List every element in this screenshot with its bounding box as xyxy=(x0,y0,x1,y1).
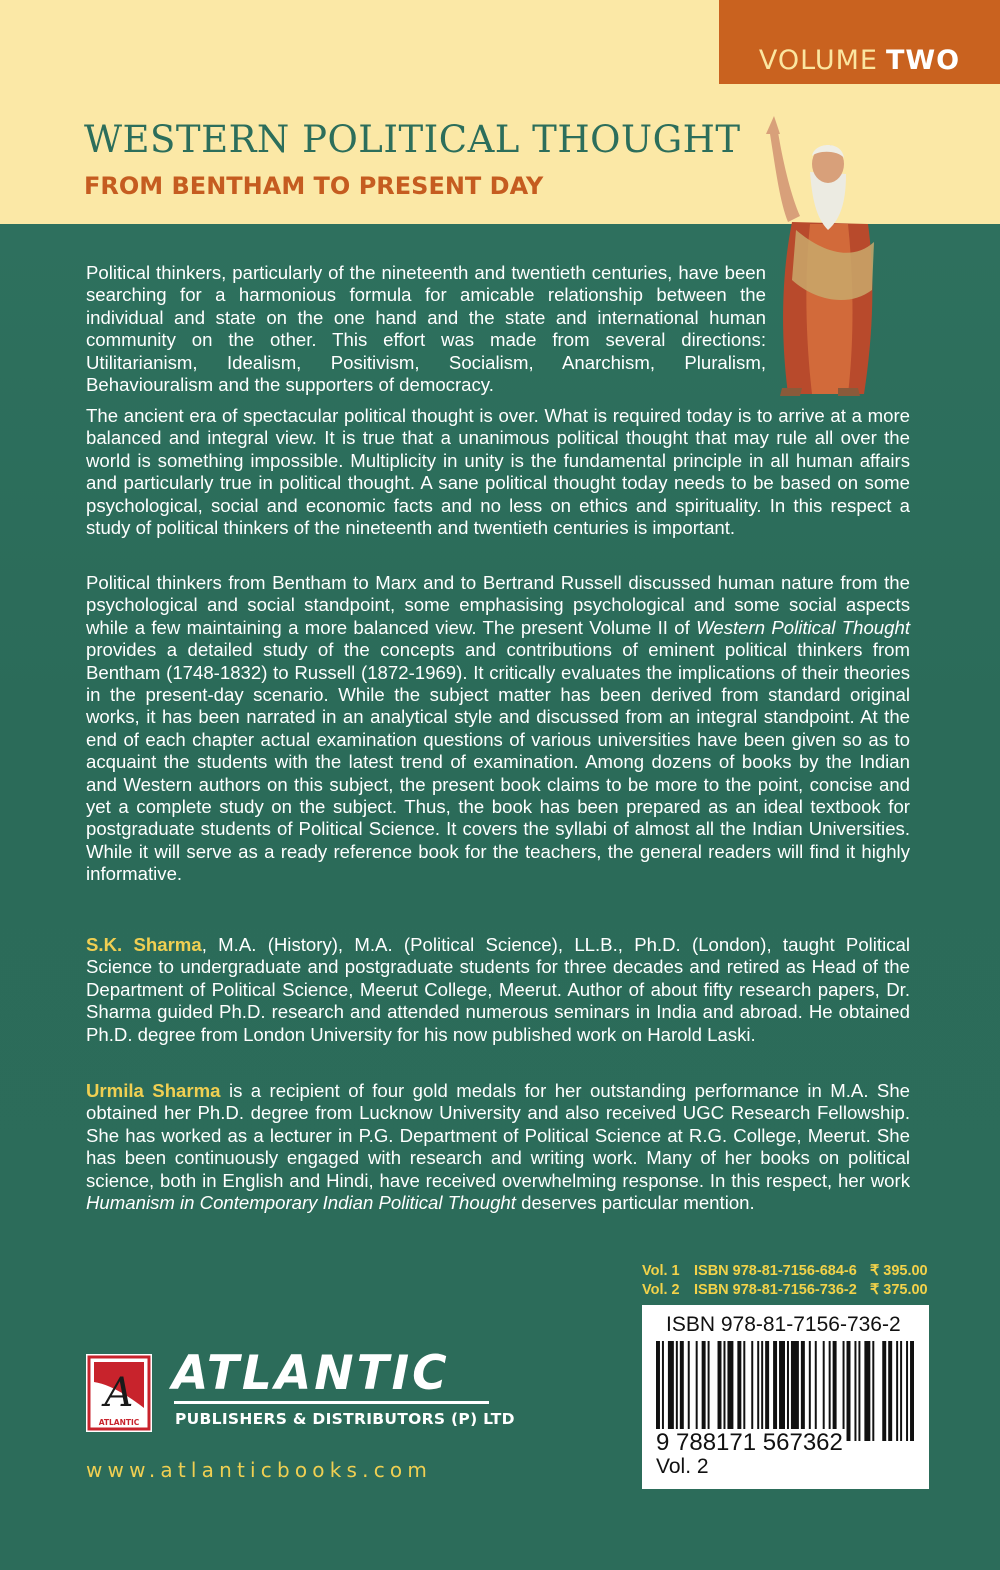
barcode-bar xyxy=(688,1341,690,1441)
barcode-bar xyxy=(823,1341,825,1441)
price-row xyxy=(642,1262,928,1281)
barcode-bar xyxy=(843,1341,845,1441)
barcode-bar xyxy=(787,1341,789,1441)
barcode-bar xyxy=(743,1341,745,1441)
barcode-bar xyxy=(858,1341,860,1441)
barcode-bar xyxy=(779,1341,785,1441)
publisher-website: www.atlanticbooks.com xyxy=(86,1458,433,1482)
price-amount: ₹ 395.00 xyxy=(870,1263,928,1279)
barcode-bar xyxy=(833,1341,837,1441)
description-paragraph-2: The ancient era of spectacular political thought is over. What is required today is to arrive at a more balanced and integral view. It is true that a unanimous political thought that may rule all over the world is something impossible. Multiplicity in unity is the fundamental principle in all human affairs and particularly true in political thought. A sane political thought today needs to be based on some psychological, social and economic facts and no less on ethics and spirituality. In this respect a study of political thinkers of the nineteenth and twentieth centuries is important. xyxy=(86,405,910,539)
logo-caption: ATLANTIC xyxy=(98,1418,140,1427)
author-bio-sk-sharma xyxy=(86,934,910,1046)
author-name-urmila-sharma: Urmila Sharma xyxy=(86,1080,221,1101)
price-row xyxy=(642,1281,928,1300)
author-name-sk-sharma: S.K. Sharma xyxy=(86,934,202,955)
barcode-digits: 9 788171 567362 xyxy=(656,1429,843,1456)
publisher-name: ATLANTIC xyxy=(172,1346,450,1401)
price-volume: Vol. 2 xyxy=(642,1282,680,1298)
barcode-bar xyxy=(809,1341,811,1441)
barcode-bar xyxy=(723,1341,725,1441)
barcode-bar xyxy=(702,1341,706,1441)
barcode-bar xyxy=(906,1341,908,1441)
barcode-bars xyxy=(656,1341,914,1441)
barcode-bar xyxy=(854,1341,856,1441)
barcode-bar xyxy=(864,1341,870,1441)
philosopher-figure-illustration xyxy=(752,112,912,397)
volume-label: VOLUME xyxy=(758,45,878,76)
author-bio-text: is a recipient of four gold medals for her outstanding performance in M.A. She obtained her Ph.D. degree from Lucknow University and also received UGC Research Fellowship. She has worked as a lecturer in P.G. Department of Political Science at R.G. College, Meerut. She has been continuously engaged with research and writing work. Many of her books on political science, both in English and Hindi, have received overwhelming response. In this respect, her work xyxy=(86,1080,911,1191)
barcode-bar xyxy=(662,1341,664,1441)
barcode-bar xyxy=(727,1341,733,1441)
barcode-bar xyxy=(888,1341,892,1441)
barcode-bar xyxy=(829,1341,831,1441)
barcode-bar xyxy=(900,1341,902,1441)
barcode-bar xyxy=(668,1341,674,1441)
isbn-barcode-label xyxy=(642,1305,929,1489)
description-paragraph-1: Political thinkers, particularly of the nineteenth and twentieth centuries, have been searching for a harmonious formula for amicable relationship between the individual and state on the one hand and the state and international human community on the other. This effort was made from several directions: Utilitarianism, Idealism, Positivism, Socialism, Anarchism, Pluralism, Behaviouralism and the supporters of democracy. xyxy=(86,262,766,396)
book-title-reference: Western Political Thought xyxy=(696,616,910,638)
atlantic-logo-icon xyxy=(86,1354,152,1432)
barcode-bar xyxy=(847,1341,851,1441)
publisher-divider xyxy=(174,1401,489,1404)
barcode-bar xyxy=(765,1341,769,1441)
barcode-bar xyxy=(882,1341,886,1441)
author-bio-urmila-sharma xyxy=(86,1080,910,1214)
barcode-bar xyxy=(718,1341,722,1441)
price-amount: ₹ 375.00 xyxy=(870,1282,928,1298)
barcode-bar xyxy=(872,1341,874,1441)
barcode-bar xyxy=(815,1341,817,1441)
barcode-bar xyxy=(773,1341,777,1441)
logo-letter: A xyxy=(104,1370,134,1416)
barcode-bar xyxy=(696,1341,698,1441)
book-title: WESTERN POLITICAL THOUGHT xyxy=(84,118,741,161)
paragraph-3-text-end: provides a detailed study of the concepts and contributions of eminent political thinkers from Bentham (1748-1832) to Russell (1872-1969). It critically evaluates the implications of their theories in the present-day scenario. While the subject matter has been derived from standard original works, it has been narrated in an analytical style and discussed from an integral standpoint. At the end of each chapter actual examination questions of various universities have been given so as to acquaint the students with the latest trend of examination. Among dozens of books by the Indian and Western authors on this subject, the present book claims to be more to the point, concise and yet a complete study on the subject. Thus, the book has been prepared as an ideal textbook for postgraduate students of Political Science. It covers the syllabi of almost all the Indian Universities. While it will serve as a ready reference book for the teachers, the general readers will find it highly informative. xyxy=(86,639,910,885)
paragraph-3-text-start: Political thinkers from Bentham to Marx and to Bertrand Russell discussed human nature from the psychological and social standpoint, some emphasising psychological and some social aspects while a few maintaining a more balanced view. The present Volume II of xyxy=(86,572,910,638)
barcode-bar xyxy=(676,1341,678,1441)
barcode-isbn-text: ISBN 978-81-7156-736-2 xyxy=(666,1313,901,1336)
price-table xyxy=(642,1262,928,1300)
barcode-bar xyxy=(761,1341,763,1441)
author-bio-text-end: deserves particular mention. xyxy=(515,1192,755,1214)
description-paragraph-3 xyxy=(86,572,910,886)
barcode-bar xyxy=(708,1341,710,1441)
barcode-bar xyxy=(656,1341,660,1441)
book-subtitle: FROM BENTHAM TO PRESENT DAY xyxy=(84,172,544,200)
volume-tab xyxy=(719,0,1000,84)
barcode-bar xyxy=(757,1341,759,1441)
price-isbn: ISBN 978-81-7156-736-2 xyxy=(694,1282,857,1298)
barcode-bar xyxy=(737,1341,741,1441)
barcode-bar xyxy=(910,1341,914,1441)
price-isbn: ISBN 978-81-7156-684-6 xyxy=(694,1263,857,1279)
barcode-bar xyxy=(896,1341,898,1441)
barcode-volume-text: Vol. 2 xyxy=(656,1455,709,1478)
price-volume: Vol. 1 xyxy=(642,1263,680,1279)
author-bio-text: , M.A. (History), M.A. (Political Science), LL.B., Ph.D. (London), taught Political Science to undergraduate and postgraduate students for three decades and retired as Head of the Department of Political Science, Meerut College, Meerut. Author of about fifty research papers, Dr. Sharma guided Ph.D. research and attended numerous seminars in India and abroad. He obtained Ph.D. degree from London University for his now published work on Harold Laski. xyxy=(86,934,910,1045)
barcode-bar xyxy=(680,1341,684,1441)
volume-number: TWO xyxy=(885,45,961,76)
barcode-bar xyxy=(791,1341,799,1441)
work-title-reference: Humanism in Contemporary Indian Political Thought xyxy=(86,1192,516,1214)
publisher-subtitle: PUBLISHERS & DISTRIBUTORS (P) LTD xyxy=(175,1410,515,1428)
barcode-bar xyxy=(801,1341,805,1441)
barcode-bar xyxy=(751,1341,753,1441)
